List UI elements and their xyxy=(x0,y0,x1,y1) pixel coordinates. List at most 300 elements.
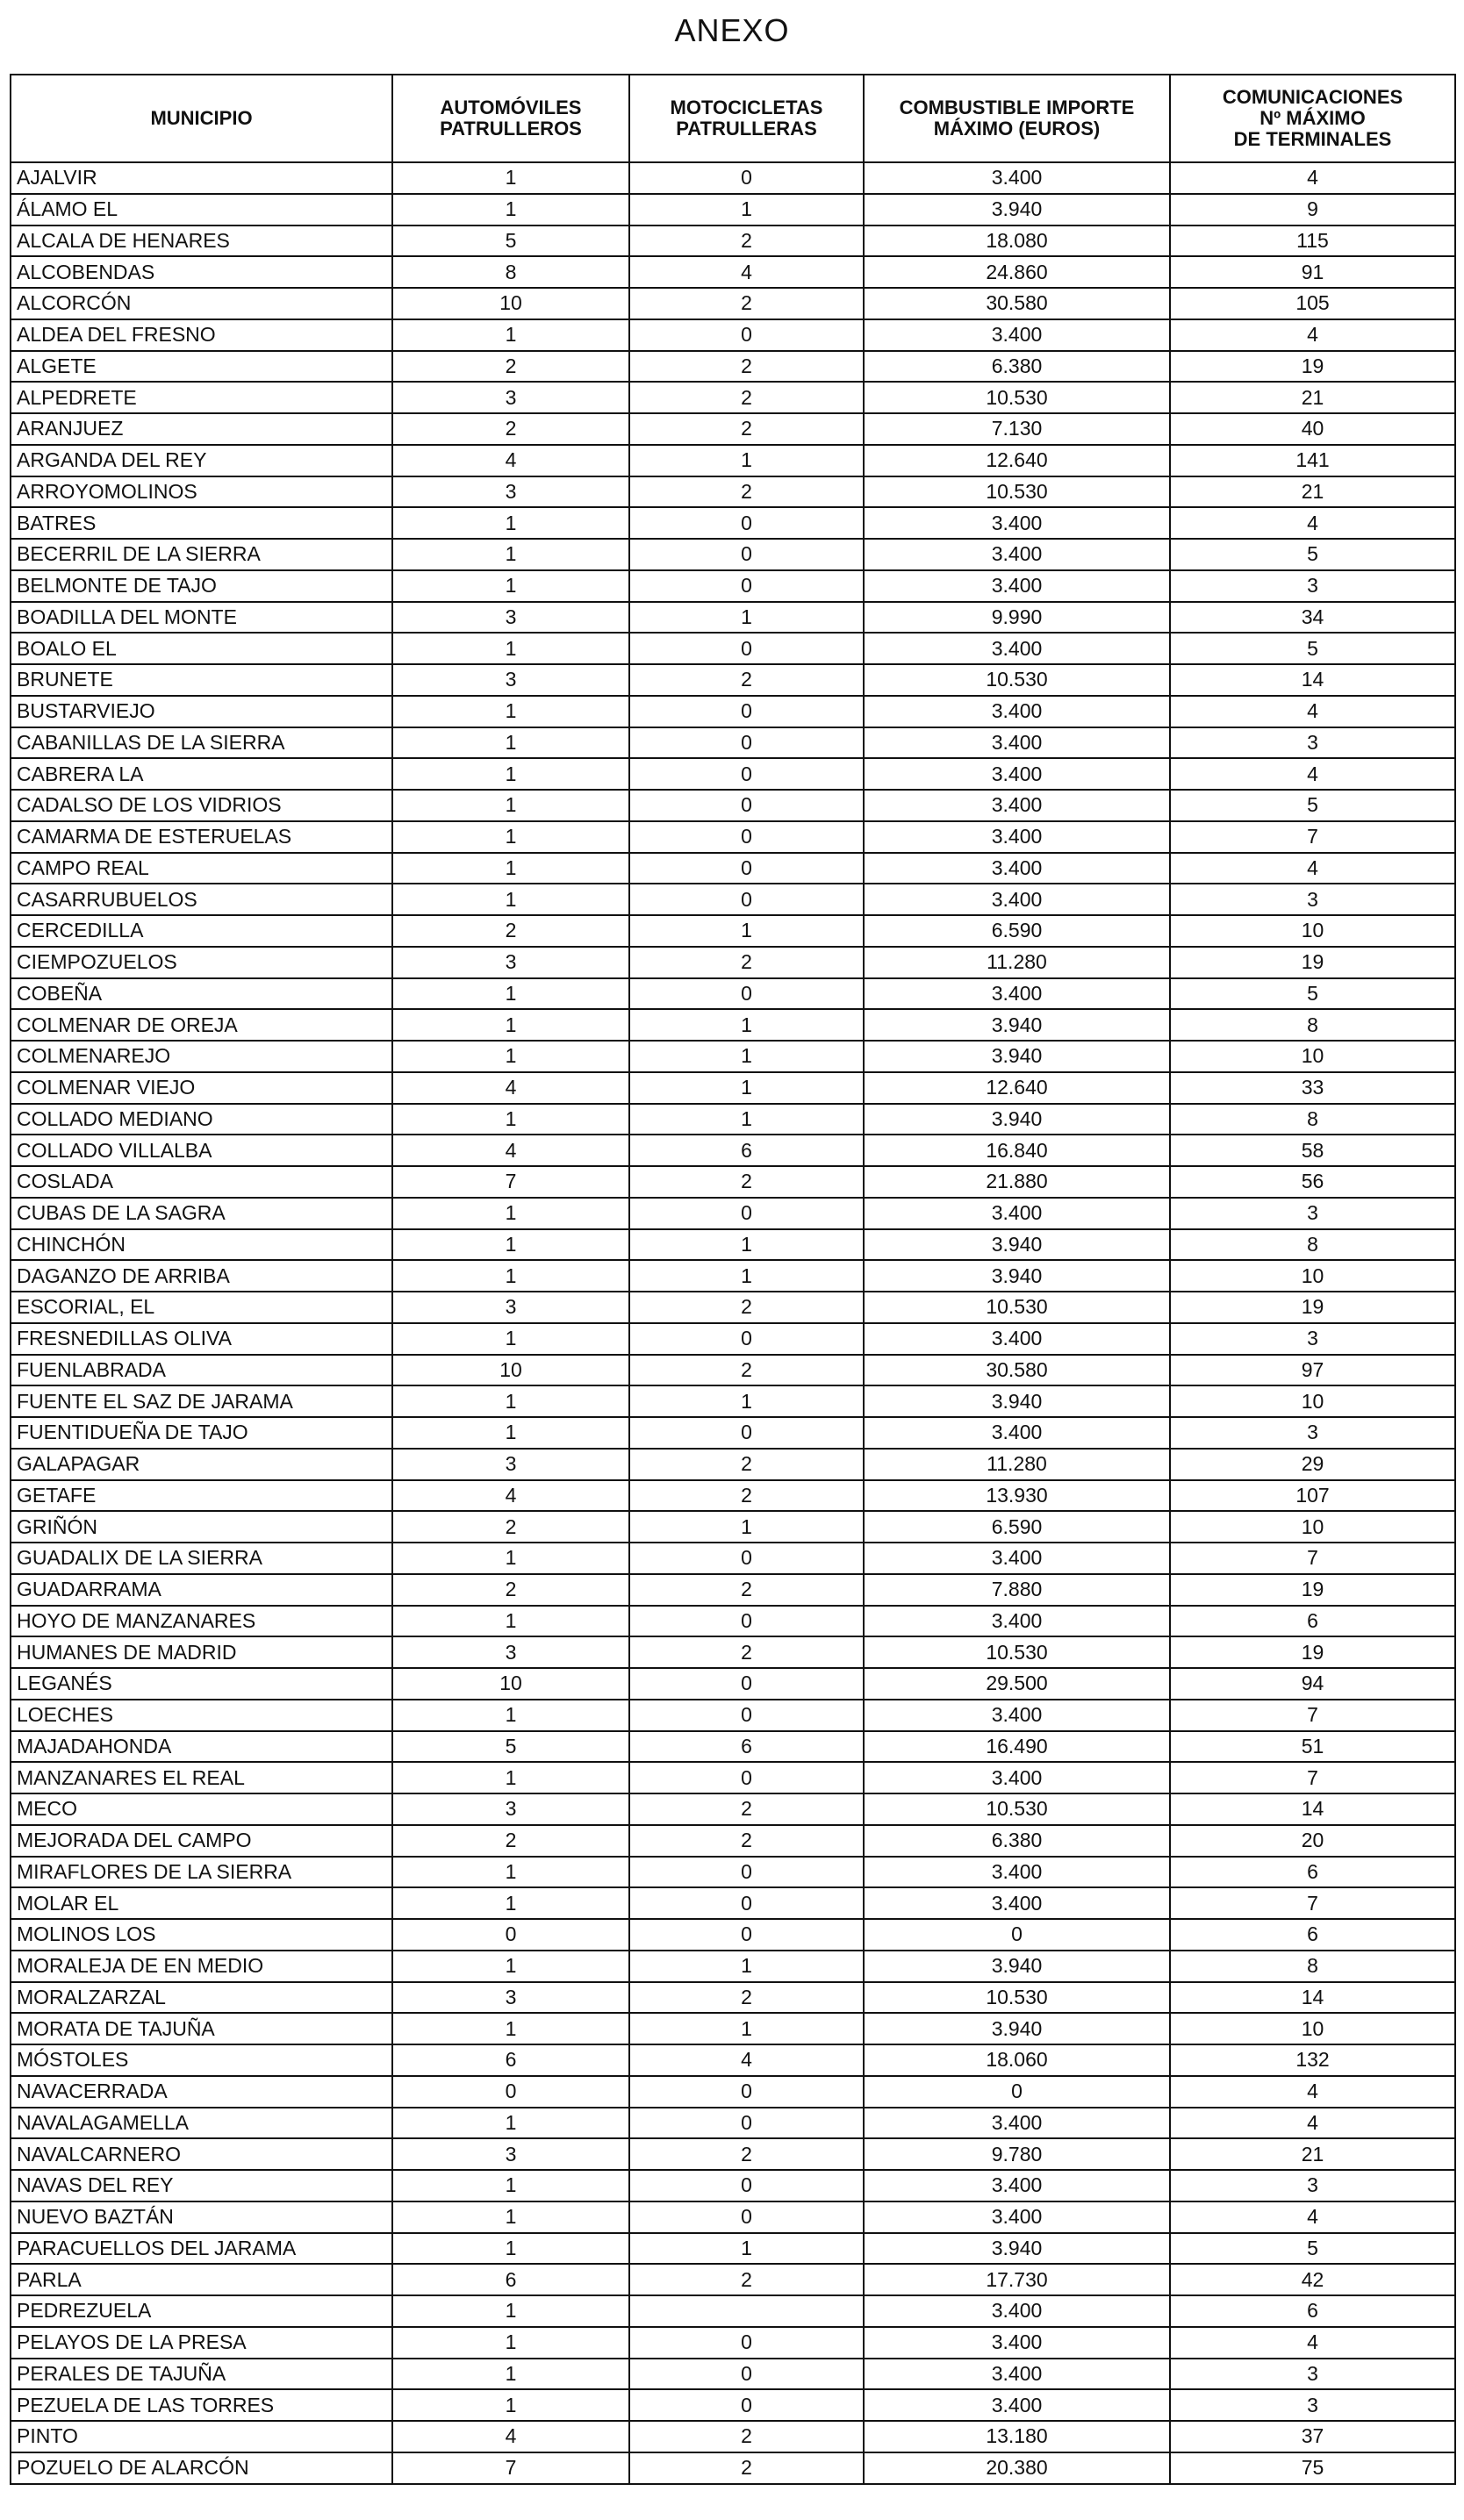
cell-municipio: COSLADA xyxy=(11,1166,392,1198)
cell-terminales: 7 xyxy=(1170,821,1455,853)
table-row xyxy=(11,2138,1455,2170)
cell-automoviles: 3 xyxy=(392,1292,629,1323)
table-row xyxy=(11,2295,1455,2327)
cell-municipio: ALDEA DEL FRESNO xyxy=(11,319,392,351)
cell-municipio: PEDREZUELA xyxy=(11,2295,392,2327)
cell-automoviles: 1 xyxy=(392,727,629,759)
cell-municipio: GALAPAGAR xyxy=(11,1449,392,1480)
cell-terminales: 5 xyxy=(1170,633,1455,664)
cell-combustible: 24.860 xyxy=(864,256,1170,288)
cell-terminales: 4 xyxy=(1170,2076,1455,2108)
cell-municipio: DAGANZO DE ARRIBA xyxy=(11,1260,392,1292)
cell-terminales: 5 xyxy=(1170,978,1455,1010)
cell-combustible: 3.400 xyxy=(864,1700,1170,1731)
cell-automoviles: 0 xyxy=(392,2076,629,2108)
cell-motocicletas: 1 xyxy=(629,1260,864,1292)
cell-combustible: 3.940 xyxy=(864,1229,1170,1261)
cell-automoviles: 1 xyxy=(392,1198,629,1229)
table-row xyxy=(11,351,1455,383)
cell-terminales: 115 xyxy=(1170,226,1455,257)
cell-combustible: 6.590 xyxy=(864,915,1170,947)
cell-combustible: 3.400 xyxy=(864,696,1170,727)
table-row xyxy=(11,2201,1455,2233)
cell-motocicletas: 0 xyxy=(629,2108,864,2139)
cell-municipio: GUADALIX DE LA SIERRA xyxy=(11,1543,392,1574)
cell-municipio: BRUNETE xyxy=(11,664,392,696)
cell-terminales: 4 xyxy=(1170,696,1455,727)
cell-terminales: 4 xyxy=(1170,319,1455,351)
cell-automoviles: 3 xyxy=(392,1793,629,1825)
table-row xyxy=(11,727,1455,759)
table-row xyxy=(11,2108,1455,2139)
table-row xyxy=(11,2170,1455,2201)
cell-municipio: MEJORADA DEL CAMPO xyxy=(11,1825,392,1857)
table-row xyxy=(11,1292,1455,1323)
table-row xyxy=(11,2233,1455,2265)
cell-automoviles: 3 xyxy=(392,1449,629,1480)
cell-municipio: BELMONTE DE TAJO xyxy=(11,570,392,602)
cell-motocicletas: 0 xyxy=(629,884,864,915)
cell-municipio: ARGANDA DEL REY xyxy=(11,445,392,476)
cell-automoviles: 1 xyxy=(392,853,629,884)
cell-automoviles: 1 xyxy=(392,1323,629,1355)
cell-municipio: PINTO xyxy=(11,2421,392,2452)
cell-motocicletas: 1 xyxy=(629,445,864,476)
cell-terminales: 5 xyxy=(1170,790,1455,821)
cell-combustible: 3.400 xyxy=(864,319,1170,351)
cell-combustible: 3.940 xyxy=(864,2013,1170,2044)
cell-combustible: 3.400 xyxy=(864,1857,1170,1888)
table-row xyxy=(11,1574,1455,1606)
cell-motocicletas: 0 xyxy=(629,570,864,602)
cell-municipio: ALCOBENDAS xyxy=(11,256,392,288)
cell-motocicletas: 0 xyxy=(629,2076,864,2108)
table-row xyxy=(11,413,1455,445)
cell-combustible: 3.940 xyxy=(864,1951,1170,1982)
cell-terminales: 141 xyxy=(1170,445,1455,476)
cell-motocicletas: 1 xyxy=(629,1072,864,1104)
cell-motocicletas: 2 xyxy=(629,2138,864,2170)
cell-combustible: 11.280 xyxy=(864,947,1170,978)
cell-terminales: 8 xyxy=(1170,1104,1455,1135)
table-row xyxy=(11,2076,1455,2108)
cell-combustible: 13.180 xyxy=(864,2421,1170,2452)
cell-motocicletas: 2 xyxy=(629,1825,864,1857)
cell-motocicletas: 0 xyxy=(629,1887,864,1919)
annex-table xyxy=(10,74,1456,2485)
cell-automoviles: 2 xyxy=(392,1574,629,1606)
cell-combustible: 12.640 xyxy=(864,445,1170,476)
cell-combustible: 0 xyxy=(864,1919,1170,1951)
table-row xyxy=(11,1982,1455,2014)
header-automoviles-line1: AUTOMÓVILES xyxy=(440,97,582,118)
cell-automoviles: 1 xyxy=(392,319,629,351)
cell-municipio: GETAFE xyxy=(11,1480,392,1512)
cell-terminales: 19 xyxy=(1170,1636,1455,1668)
cell-motocicletas: 2 xyxy=(629,2421,864,2452)
cell-motocicletas: 1 xyxy=(629,1385,864,1417)
cell-automoviles: 4 xyxy=(392,1135,629,1166)
cell-motocicletas: 2 xyxy=(629,1982,864,2014)
cell-automoviles: 1 xyxy=(392,2201,629,2233)
table-row xyxy=(11,2013,1455,2044)
cell-terminales: 6 xyxy=(1170,1919,1455,1951)
cell-combustible: 21.880 xyxy=(864,1166,1170,1198)
cell-automoviles: 1 xyxy=(392,1385,629,1417)
cell-automoviles: 1 xyxy=(392,539,629,570)
cell-combustible: 3.940 xyxy=(864,2233,1170,2265)
cell-municipio: BUSTARVIEJO xyxy=(11,696,392,727)
cell-municipio: ESCORIAL, EL xyxy=(11,1292,392,1323)
page-title: ANEXO xyxy=(674,12,790,48)
cell-automoviles: 1 xyxy=(392,2295,629,2327)
cell-combustible: 3.400 xyxy=(864,2327,1170,2359)
table-row xyxy=(11,1449,1455,1480)
cell-terminales: 4 xyxy=(1170,853,1455,884)
cell-motocicletas: 6 xyxy=(629,1135,864,1166)
table-row xyxy=(11,1793,1455,1825)
cell-combustible: 3.400 xyxy=(864,853,1170,884)
cell-municipio: LEGANÉS xyxy=(11,1668,392,1700)
header-combustible xyxy=(864,75,1170,162)
cell-combustible: 3.400 xyxy=(864,2170,1170,2201)
table-row xyxy=(11,382,1455,413)
cell-combustible: 3.400 xyxy=(864,570,1170,602)
cell-motocicletas: 4 xyxy=(629,2044,864,2076)
table-row xyxy=(11,256,1455,288)
cell-combustible: 3.400 xyxy=(864,2201,1170,2233)
table-row xyxy=(11,821,1455,853)
cell-combustible: 3.400 xyxy=(864,539,1170,570)
header-combustible-line1: COMBUSTIBLE IMPORTE xyxy=(899,97,1135,118)
cell-automoviles: 1 xyxy=(392,1041,629,1072)
cell-motocicletas: 0 xyxy=(629,758,864,790)
cell-motocicletas: 4 xyxy=(629,256,864,288)
header-motocicletas xyxy=(629,75,864,162)
cell-combustible: 10.530 xyxy=(864,664,1170,696)
cell-motocicletas: 0 xyxy=(629,853,864,884)
cell-terminales: 14 xyxy=(1170,664,1455,696)
table-row xyxy=(11,947,1455,978)
cell-automoviles: 4 xyxy=(392,2421,629,2452)
table-row xyxy=(11,884,1455,915)
cell-terminales: 91 xyxy=(1170,256,1455,288)
cell-automoviles: 3 xyxy=(392,2138,629,2170)
cell-terminales: 21 xyxy=(1170,382,1455,413)
cell-motocicletas: 0 xyxy=(629,162,864,194)
cell-automoviles: 1 xyxy=(392,821,629,853)
cell-municipio: ALCORCÓN xyxy=(11,288,392,319)
cell-motocicletas: 2 xyxy=(629,1480,864,1512)
cell-terminales: 33 xyxy=(1170,1072,1455,1104)
cell-motocicletas: 0 xyxy=(629,507,864,539)
table-row xyxy=(11,1543,1455,1574)
cell-terminales: 7 xyxy=(1170,1543,1455,1574)
cell-terminales: 14 xyxy=(1170,1793,1455,1825)
table-row xyxy=(11,1166,1455,1198)
cell-motocicletas xyxy=(629,2295,864,2327)
header-comunicaciones-line3: DE TERMINALES xyxy=(1233,128,1392,150)
cell-terminales: 105 xyxy=(1170,288,1455,319)
cell-terminales: 37 xyxy=(1170,2421,1455,2452)
cell-terminales: 7 xyxy=(1170,1762,1455,1793)
cell-automoviles: 3 xyxy=(392,602,629,634)
cell-terminales: 3 xyxy=(1170,884,1455,915)
cell-combustible: 6.380 xyxy=(864,1825,1170,1857)
cell-combustible: 10.530 xyxy=(864,1636,1170,1668)
header-automoviles-line2: PATRULLEROS xyxy=(440,118,582,140)
cell-motocicletas: 0 xyxy=(629,1857,864,1888)
table-row xyxy=(11,1417,1455,1449)
table-row xyxy=(11,2044,1455,2076)
table-row xyxy=(11,1919,1455,1951)
cell-combustible: 3.400 xyxy=(864,2389,1170,2421)
cell-automoviles: 1 xyxy=(392,194,629,226)
cell-motocicletas: 2 xyxy=(629,288,864,319)
cell-terminales: 6 xyxy=(1170,1606,1455,1637)
cell-automoviles: 6 xyxy=(392,2264,629,2295)
cell-terminales: 107 xyxy=(1170,1480,1455,1512)
cell-municipio: MIRAFLORES DE LA SIERRA xyxy=(11,1857,392,1888)
cell-municipio: CABANILLAS DE LA SIERRA xyxy=(11,727,392,759)
cell-municipio: BOALO EL xyxy=(11,633,392,664)
cell-combustible: 3.400 xyxy=(864,821,1170,853)
table-row xyxy=(11,2452,1455,2484)
cell-automoviles: 1 xyxy=(392,790,629,821)
table-row xyxy=(11,319,1455,351)
table-row xyxy=(11,1636,1455,1668)
cell-automoviles: 7 xyxy=(392,1166,629,1198)
cell-motocicletas: 0 xyxy=(629,790,864,821)
cell-municipio: FUENTIDUEÑA DE TAJO xyxy=(11,1417,392,1449)
cell-combustible: 10.530 xyxy=(864,382,1170,413)
cell-municipio: BATRES xyxy=(11,507,392,539)
cell-motocicletas: 2 xyxy=(629,1292,864,1323)
cell-motocicletas: 0 xyxy=(629,1417,864,1449)
cell-motocicletas: 2 xyxy=(629,2452,864,2484)
cell-terminales: 7 xyxy=(1170,1700,1455,1731)
cell-terminales: 21 xyxy=(1170,476,1455,508)
cell-automoviles: 1 xyxy=(392,884,629,915)
cell-combustible: 3.400 xyxy=(864,1543,1170,1574)
cell-municipio: NUEVO BAZTÁN xyxy=(11,2201,392,2233)
cell-municipio: GRIÑÓN xyxy=(11,1511,392,1543)
cell-automoviles: 1 xyxy=(392,1857,629,1888)
table-row xyxy=(11,1606,1455,1637)
cell-terminales: 8 xyxy=(1170,1009,1455,1041)
cell-municipio: FRESNEDILLAS OLIVA xyxy=(11,1323,392,1355)
table-row xyxy=(11,664,1455,696)
cell-municipio: COLMENAR VIEJO xyxy=(11,1072,392,1104)
cell-terminales: 3 xyxy=(1170,2359,1455,2390)
cell-motocicletas: 1 xyxy=(629,2013,864,2044)
cell-terminales: 4 xyxy=(1170,507,1455,539)
cell-municipio: CAMPO REAL xyxy=(11,853,392,884)
table-row xyxy=(11,1385,1455,1417)
cell-automoviles: 10 xyxy=(392,1668,629,1700)
table-row xyxy=(11,1229,1455,1261)
cell-automoviles: 3 xyxy=(392,1982,629,2014)
cell-motocicletas: 2 xyxy=(629,351,864,383)
table-row xyxy=(11,1857,1455,1888)
cell-automoviles: 1 xyxy=(392,978,629,1010)
table-row xyxy=(11,2421,1455,2452)
cell-automoviles: 6 xyxy=(392,2044,629,2076)
table-body xyxy=(11,162,1455,2484)
cell-combustible: 3.400 xyxy=(864,790,1170,821)
cell-combustible: 3.400 xyxy=(864,1323,1170,1355)
header-comunicaciones-line1: COMUNICACIONES xyxy=(1222,86,1403,108)
table-row xyxy=(11,633,1455,664)
table-row xyxy=(11,1198,1455,1229)
header-motocicletas-line2: PATRULLERAS xyxy=(676,118,817,140)
cell-municipio: ALCALA DE HENARES xyxy=(11,226,392,257)
table-row xyxy=(11,1762,1455,1793)
table-row xyxy=(11,1072,1455,1104)
cell-combustible: 16.490 xyxy=(864,1731,1170,1763)
cell-combustible: 3.400 xyxy=(864,1198,1170,1229)
cell-automoviles: 1 xyxy=(392,2013,629,2044)
cell-terminales: 8 xyxy=(1170,1229,1455,1261)
cell-municipio: MANZANARES EL REAL xyxy=(11,1762,392,1793)
cell-terminales: 14 xyxy=(1170,1982,1455,2014)
cell-terminales: 56 xyxy=(1170,1166,1455,1198)
cell-municipio: MORATA DE TAJUÑA xyxy=(11,2013,392,2044)
cell-motocicletas: 0 xyxy=(629,633,864,664)
cell-automoviles: 1 xyxy=(392,1951,629,1982)
cell-automoviles: 10 xyxy=(392,1355,629,1386)
cell-municipio: PARACUELLOS DEL JARAMA xyxy=(11,2233,392,2265)
table-row xyxy=(11,1323,1455,1355)
cell-combustible: 30.580 xyxy=(864,1355,1170,1386)
table-row xyxy=(11,853,1455,884)
table-row xyxy=(11,1668,1455,1700)
cell-municipio: ALPEDRETE xyxy=(11,382,392,413)
cell-automoviles: 1 xyxy=(392,2233,629,2265)
table-row xyxy=(11,570,1455,602)
cell-municipio: CABRERA LA xyxy=(11,758,392,790)
cell-combustible: 3.400 xyxy=(864,978,1170,1010)
cell-combustible: 3.400 xyxy=(864,1762,1170,1793)
cell-combustible: 6.590 xyxy=(864,1511,1170,1543)
cell-terminales: 19 xyxy=(1170,947,1455,978)
cell-terminales: 34 xyxy=(1170,602,1455,634)
cell-motocicletas: 2 xyxy=(629,226,864,257)
cell-municipio: PEZUELA DE LAS TORRES xyxy=(11,2389,392,2421)
cell-terminales: 19 xyxy=(1170,1292,1455,1323)
cell-terminales: 6 xyxy=(1170,2295,1455,2327)
table-row xyxy=(11,507,1455,539)
cell-terminales: 21 xyxy=(1170,2138,1455,2170)
cell-combustible: 3.940 xyxy=(864,1260,1170,1292)
cell-municipio: CADALSO DE LOS VIDRIOS xyxy=(11,790,392,821)
cell-motocicletas: 1 xyxy=(629,1951,864,1982)
cell-motocicletas: 1 xyxy=(629,1041,864,1072)
cell-municipio: MOLAR EL xyxy=(11,1887,392,1919)
table-row xyxy=(11,1887,1455,1919)
cell-municipio: CIEMPOZUELOS xyxy=(11,947,392,978)
cell-terminales: 10 xyxy=(1170,1260,1455,1292)
cell-motocicletas: 0 xyxy=(629,696,864,727)
cell-motocicletas: 0 xyxy=(629,2201,864,2233)
table-row xyxy=(11,476,1455,508)
cell-terminales: 10 xyxy=(1170,2013,1455,2044)
cell-motocicletas: 1 xyxy=(629,2233,864,2265)
cell-municipio: HUMANES DE MADRID xyxy=(11,1636,392,1668)
cell-terminales: 4 xyxy=(1170,2327,1455,2359)
header-comunicaciones-line2: Nº MÁXIMO xyxy=(1259,107,1366,129)
header-combustible-line2: MÁXIMO (EUROS) xyxy=(933,118,1101,140)
cell-motocicletas: 0 xyxy=(629,319,864,351)
cell-combustible: 20.380 xyxy=(864,2452,1170,2484)
table-row xyxy=(11,696,1455,727)
cell-motocicletas: 2 xyxy=(629,1449,864,1480)
table-row xyxy=(11,1041,1455,1072)
cell-combustible: 3.400 xyxy=(864,2295,1170,2327)
header-automoviles xyxy=(392,75,629,162)
cell-automoviles: 1 xyxy=(392,2359,629,2390)
table-row xyxy=(11,194,1455,226)
cell-combustible: 3.400 xyxy=(864,2108,1170,2139)
cell-municipio: NAVACERRADA xyxy=(11,2076,392,2108)
cell-motocicletas: 0 xyxy=(629,1323,864,1355)
cell-terminales: 58 xyxy=(1170,1135,1455,1166)
cell-automoviles: 2 xyxy=(392,351,629,383)
table-row xyxy=(11,162,1455,194)
cell-terminales: 10 xyxy=(1170,915,1455,947)
cell-automoviles: 1 xyxy=(392,2170,629,2201)
cell-automoviles: 3 xyxy=(392,476,629,508)
cell-motocicletas: 2 xyxy=(629,1793,864,1825)
table-row xyxy=(11,1480,1455,1512)
cell-terminales: 132 xyxy=(1170,2044,1455,2076)
cell-combustible: 3.400 xyxy=(864,758,1170,790)
cell-terminales: 3 xyxy=(1170,1417,1455,1449)
cell-municipio: PERALES DE TAJUÑA xyxy=(11,2359,392,2390)
cell-terminales: 9 xyxy=(1170,194,1455,226)
cell-automoviles: 1 xyxy=(392,2389,629,2421)
cell-combustible: 30.580 xyxy=(864,288,1170,319)
cell-combustible: 11.280 xyxy=(864,1449,1170,1480)
cell-automoviles: 3 xyxy=(392,382,629,413)
table-row xyxy=(11,1700,1455,1731)
cell-municipio: CERCEDILLA xyxy=(11,915,392,947)
table-row xyxy=(11,758,1455,790)
cell-terminales: 7 xyxy=(1170,1887,1455,1919)
cell-combustible: 12.640 xyxy=(864,1072,1170,1104)
table-row xyxy=(11,1104,1455,1135)
cell-automoviles: 1 xyxy=(392,570,629,602)
cell-motocicletas: 0 xyxy=(629,1762,864,1793)
cell-terminales: 42 xyxy=(1170,2264,1455,2295)
cell-motocicletas: 0 xyxy=(629,2359,864,2390)
cell-terminales: 4 xyxy=(1170,2108,1455,2139)
cell-combustible: 9.990 xyxy=(864,602,1170,634)
cell-automoviles: 1 xyxy=(392,758,629,790)
table-row xyxy=(11,1511,1455,1543)
cell-combustible: 13.930 xyxy=(864,1480,1170,1512)
cell-terminales: 29 xyxy=(1170,1449,1455,1480)
cell-terminales: 3 xyxy=(1170,570,1455,602)
cell-automoviles: 5 xyxy=(392,226,629,257)
cell-motocicletas: 2 xyxy=(629,2264,864,2295)
cell-municipio: PARLA xyxy=(11,2264,392,2295)
cell-motocicletas: 0 xyxy=(629,1543,864,1574)
cell-terminales: 94 xyxy=(1170,1668,1455,1700)
cell-motocicletas: 0 xyxy=(629,1198,864,1229)
cell-municipio: FUENLABRADA xyxy=(11,1355,392,1386)
cell-combustible: 3.940 xyxy=(864,1104,1170,1135)
